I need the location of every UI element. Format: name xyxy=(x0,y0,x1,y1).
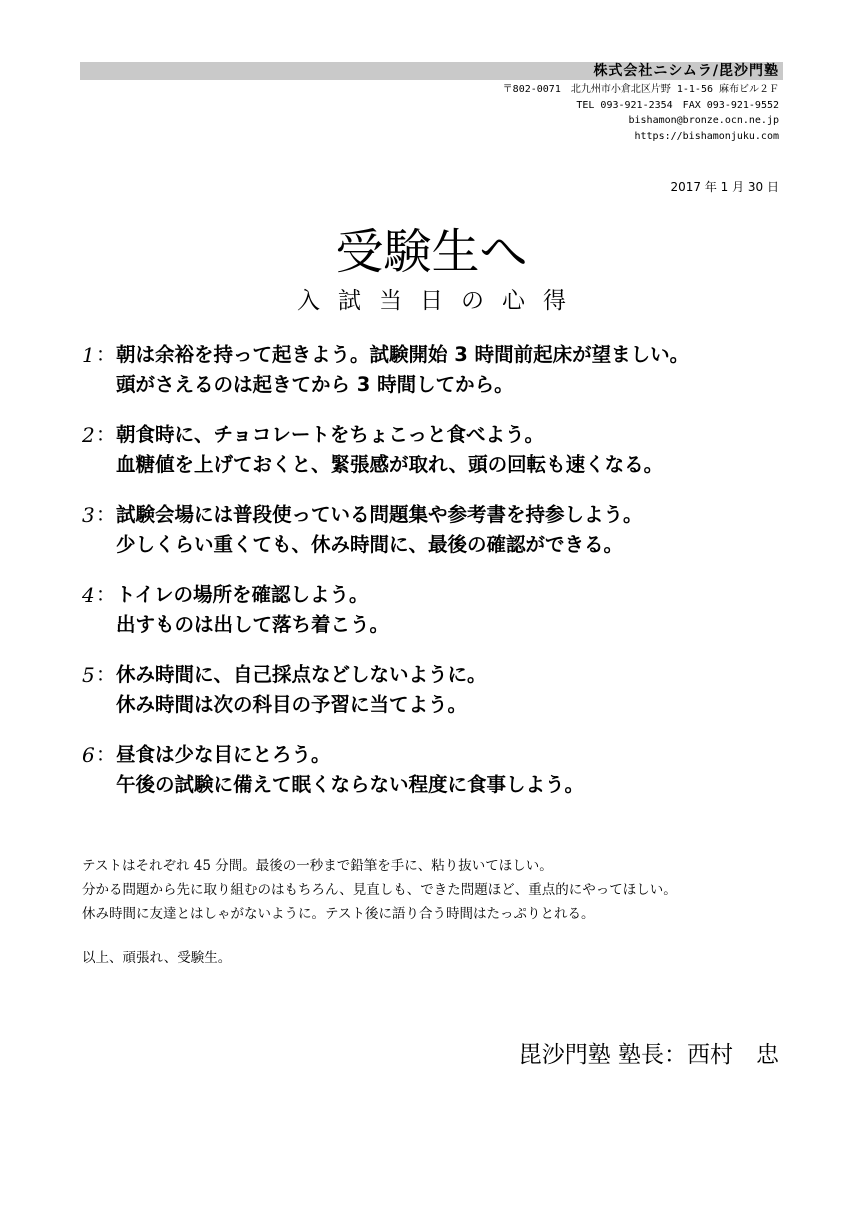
rule-item xyxy=(82,340,802,420)
rule-colon: ： xyxy=(96,343,116,366)
rule-number: 2 xyxy=(82,423,95,447)
rule-item xyxy=(82,500,802,580)
note-line: テストはそれぞれ 45 分間。最後の一秒まで鉛筆を手に、粘り抜いてほしい。 xyxy=(82,858,553,874)
email-address: bishamon@bronze.ocn.ne.jp xyxy=(628,115,779,126)
rule-item xyxy=(82,580,802,660)
notes-block xyxy=(82,854,677,926)
rule-line-1: 試験会場には普段使っている問題集や参考書を持参しよう。 xyxy=(116,503,643,526)
rule-line-2: 出すものは出して落ち着こう。 xyxy=(116,613,390,636)
rule-line-1: 朝食時に、チョコレートをちょこっと食べよう。 xyxy=(116,423,545,446)
page-subtitle: 入試当日の心得 xyxy=(297,288,584,314)
rules-list xyxy=(82,340,802,820)
document-date: 2017 年 1 月 30 日 xyxy=(670,180,779,194)
postal-address: 〒802-0071 北九州市小倉北区片野 1-1-56 麻布ビル２Ｆ xyxy=(502,84,779,95)
phone-fax: TEL 093-921-2354 FAX 093-921-9552 xyxy=(576,99,779,111)
rule-number: 5 xyxy=(82,663,95,687)
rule-colon: ： xyxy=(96,663,116,686)
rule-number: 4 xyxy=(82,583,95,607)
page-title: 受験生へ xyxy=(335,224,528,280)
rule-line-2: 午後の試験に備えて眠くならない程度に食事しよう。 xyxy=(116,773,585,796)
note-line: 休み時間に友達とはしゃがないように。テスト後に語り合う時間はたっぷりとれる。 xyxy=(82,906,595,922)
closing-line: 以上、頑張れ、受験生。 xyxy=(82,950,232,966)
website-url: https://bishamonjuku.com xyxy=(634,130,779,142)
rule-line-1: 朝は余裕を持って起きよう。試験開始 3 時間前起床が望ましい。 xyxy=(116,343,690,366)
rule-line-2: 休み時間は次の科目の予習に当てよう。 xyxy=(116,693,468,716)
rule-line-1: トイレの場所を確認しよう。 xyxy=(116,583,369,606)
contact-block xyxy=(503,82,779,144)
rule-number: 1 xyxy=(82,343,95,367)
rule-line-1: 昼食は少な目にとろう。 xyxy=(116,743,331,766)
rule-colon: ： xyxy=(96,743,116,766)
rule-line-2: 血糖値を上げておくと、緊張感が取れ、頭の回転も速くなる。 xyxy=(116,453,664,476)
note-line: 分かる問題から先に取り組むのはもちろん、見直しも、できた問題ほど、重点的にやってほしい。 xyxy=(82,882,677,898)
rule-line-2: 少しくらい重くても、休み時間に、最後の確認ができる。 xyxy=(116,533,624,556)
rule-colon: ： xyxy=(96,583,116,606)
rule-colon: ： xyxy=(96,423,116,446)
rule-number: 3 xyxy=(82,503,95,527)
rule-number: 6 xyxy=(82,743,95,767)
rule-line-2: 頭がさえるのは起きてから 3 時間してから。 xyxy=(116,373,514,396)
rule-item xyxy=(82,740,802,820)
company-name: 株式会社ニシムラ/毘沙門塾 xyxy=(593,63,779,79)
signature: 毘沙門塾 塾長：西村 忠 xyxy=(518,1042,779,1068)
rule-item xyxy=(82,420,802,500)
rule-colon: ： xyxy=(96,503,116,526)
rule-item xyxy=(82,660,802,740)
rule-line-1: 休み時間に、自己採点などしないように。 xyxy=(116,663,487,686)
